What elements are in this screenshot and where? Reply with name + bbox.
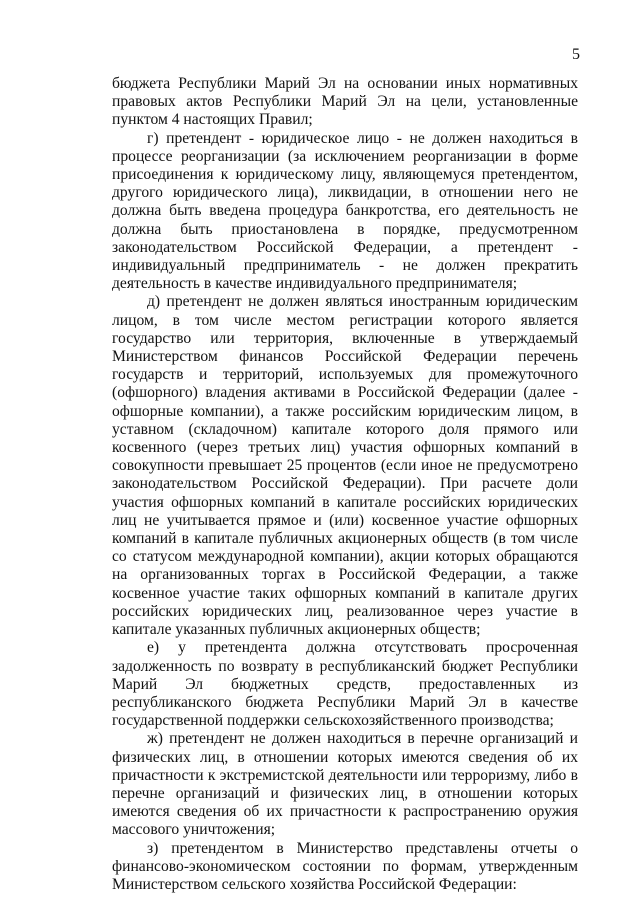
paragraph-budget-continuation: бюджета Республики Марий Эл на основании иных нормативных правовых актов Республики Марий Эл на цели, установленные пунктом 4 настоящих Правил; bbox=[112, 75, 578, 129]
paragraph-item-z: з) претендентом в Министерство представлены отчеты о финансово-экономическом состоянии по формам, утвержденным Министерством сельского хозяйства Российской Федерации: bbox=[112, 839, 578, 893]
paragraph-item-zh: ж) претендент не должен находиться в перечне организаций и физических лиц, в отношении которых имеются сведения об их причастности к экстремистской деятельности или терроризму, либо в перечне организаций и физических лиц, в отношении которых имеются сведения об их причастности к распространению оружия массового уничтожения; bbox=[112, 730, 578, 839]
page-number: 5 bbox=[572, 46, 580, 63]
document-body bbox=[112, 75, 578, 894]
paragraph-item-e: е) у претендента должна отсутствовать просроченная задолженность по возврату в республиканский бюджет Республики Марий Эл бюджетных средств, предоставленных из республиканского бюджета Республики Марий Эл в качестве государственной поддержки сельскохозяйственного производства; bbox=[112, 639, 578, 730]
paragraph-item-d: д) претендент не должен являться иностранным юридическим лицом, в том числе местом регистрации которого является государство или территория, включенные в утверждаемый Министерством финансов Российской Федерации перечень государств и территорий, используемых для промежуточного (офшорного) владения активами в Российской Федерации (далее - офшорные компании), а также российским юридическим лицом, в уставном (складочном) капитале которого доля прямого или косвенного (через третьих лиц) участия офшорных компаний в совокупности превышает 25 процентов (если иное не предусмотрено законодательством Российской Федерации). При расчете доли участия офшорных компаний в капитале российских юридических лиц не учитывается прямое и (или) косвенное участие офшорных компаний в капитале публичных акционерных обществ (в том числе со статусом международной компании), акции которых обращаются на организованных торгах в Российской Федерации, а также косвенное участие таких офшорных компаний в капитале других российских юридических лиц, реализованное через участие в капитале указанных публичных акционерных обществ; bbox=[112, 293, 578, 639]
paragraph-item-g: г) претендент - юридическое лицо - не должен находиться в процессе реорганизации (за исключением реорганизации в форме присоединения к юридическому лицу, являющемуся претендентом, другого юридического лица), ликвидации, в отношении него не должна быть введена процедура банкротства, его деятельность не должна быть приостановлена в порядке, предусмотренном законодательством Российской Федерации, а претендент - индивидуальный предприниматель - не должен прекратить деятельность в качестве индивидуального предпринимателя; bbox=[112, 129, 578, 293]
